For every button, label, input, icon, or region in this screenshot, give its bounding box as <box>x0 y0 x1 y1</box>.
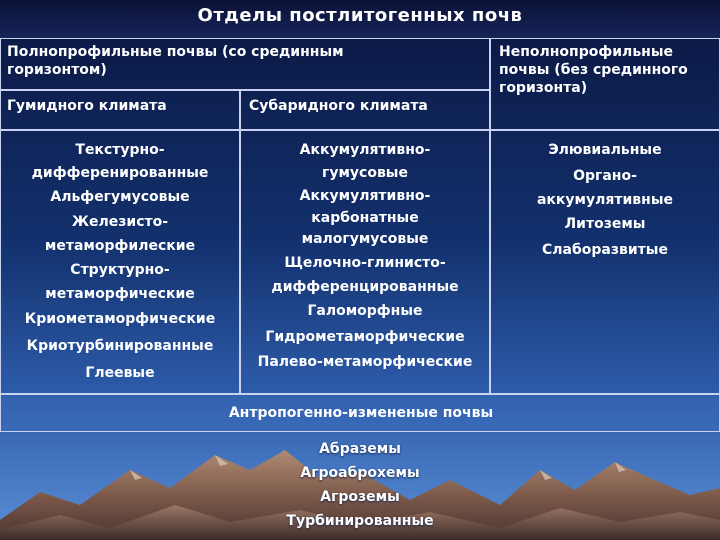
header-incomplete: Неполнопрофильные почвы (без срединного горизонта) <box>499 44 688 96</box>
list-item: Слаборазвитые <box>542 242 668 258</box>
anthropogenic-header-cell <box>0 394 720 432</box>
list-item: Криотурбинированные <box>26 338 214 354</box>
list-item: аккумулятивные <box>536 192 673 208</box>
incomplete-soils-cell <box>490 130 720 394</box>
anthropogenic-label: Антропогенно-измененые почвы <box>228 405 494 421</box>
list-item: Элювиальные <box>548 142 662 158</box>
list-item: Структурно- <box>70 262 170 278</box>
list-item: Аккумулятивно- <box>299 142 431 158</box>
list-item: метаморфические <box>45 286 195 302</box>
list-item: Литоземы <box>564 216 646 232</box>
list-item: Текстурно- <box>75 142 165 158</box>
list-item: Железисто- <box>71 214 169 230</box>
list-item: Гидрометаморфические <box>265 329 465 345</box>
list-item: Турбинированные <box>286 513 434 529</box>
list-item: малогумусовые <box>301 231 429 247</box>
list-item: Агроаброхемы <box>300 465 420 481</box>
list-item: Глеевые <box>85 365 155 381</box>
list-item: Органо- <box>573 168 637 184</box>
header-incomplete-cell <box>490 38 720 130</box>
header-subarid-cell <box>240 90 490 130</box>
list-item: дифференированные <box>31 165 209 181</box>
list-item: метаморфилеские <box>44 238 196 254</box>
header-humid-cell <box>0 90 240 130</box>
list-item: Галоморфные <box>307 303 423 319</box>
list-item: Палево-метаморфические <box>257 354 473 370</box>
list-item: карбонатные <box>311 210 419 226</box>
page-title: Отделы постлитогенных почв <box>197 5 523 26</box>
humid-soils-cell <box>0 130 240 394</box>
list-item: Агроземы <box>320 489 400 505</box>
list-item: Аккумулятивно- <box>299 188 431 204</box>
list-item: дифференцированные <box>271 279 459 295</box>
list-item: Криометаморфические <box>24 311 216 327</box>
subarid-soils-cell <box>240 130 490 394</box>
header-full-profile: Полнопрофильные почвы (со срединным горизонтом) <box>7 44 344 78</box>
list-item: Щелочно-глинисто- <box>284 255 446 271</box>
list-item: Альфегумусовые <box>50 189 190 205</box>
list-item: Абраземы <box>319 441 401 457</box>
header-subarid: Субаридного климата <box>249 98 428 114</box>
header-humid: Гумидного климата <box>7 98 167 114</box>
anthropogenic-list <box>240 437 480 533</box>
list-item: гумусовые <box>322 165 408 181</box>
header-full-profile-cell <box>0 38 490 90</box>
